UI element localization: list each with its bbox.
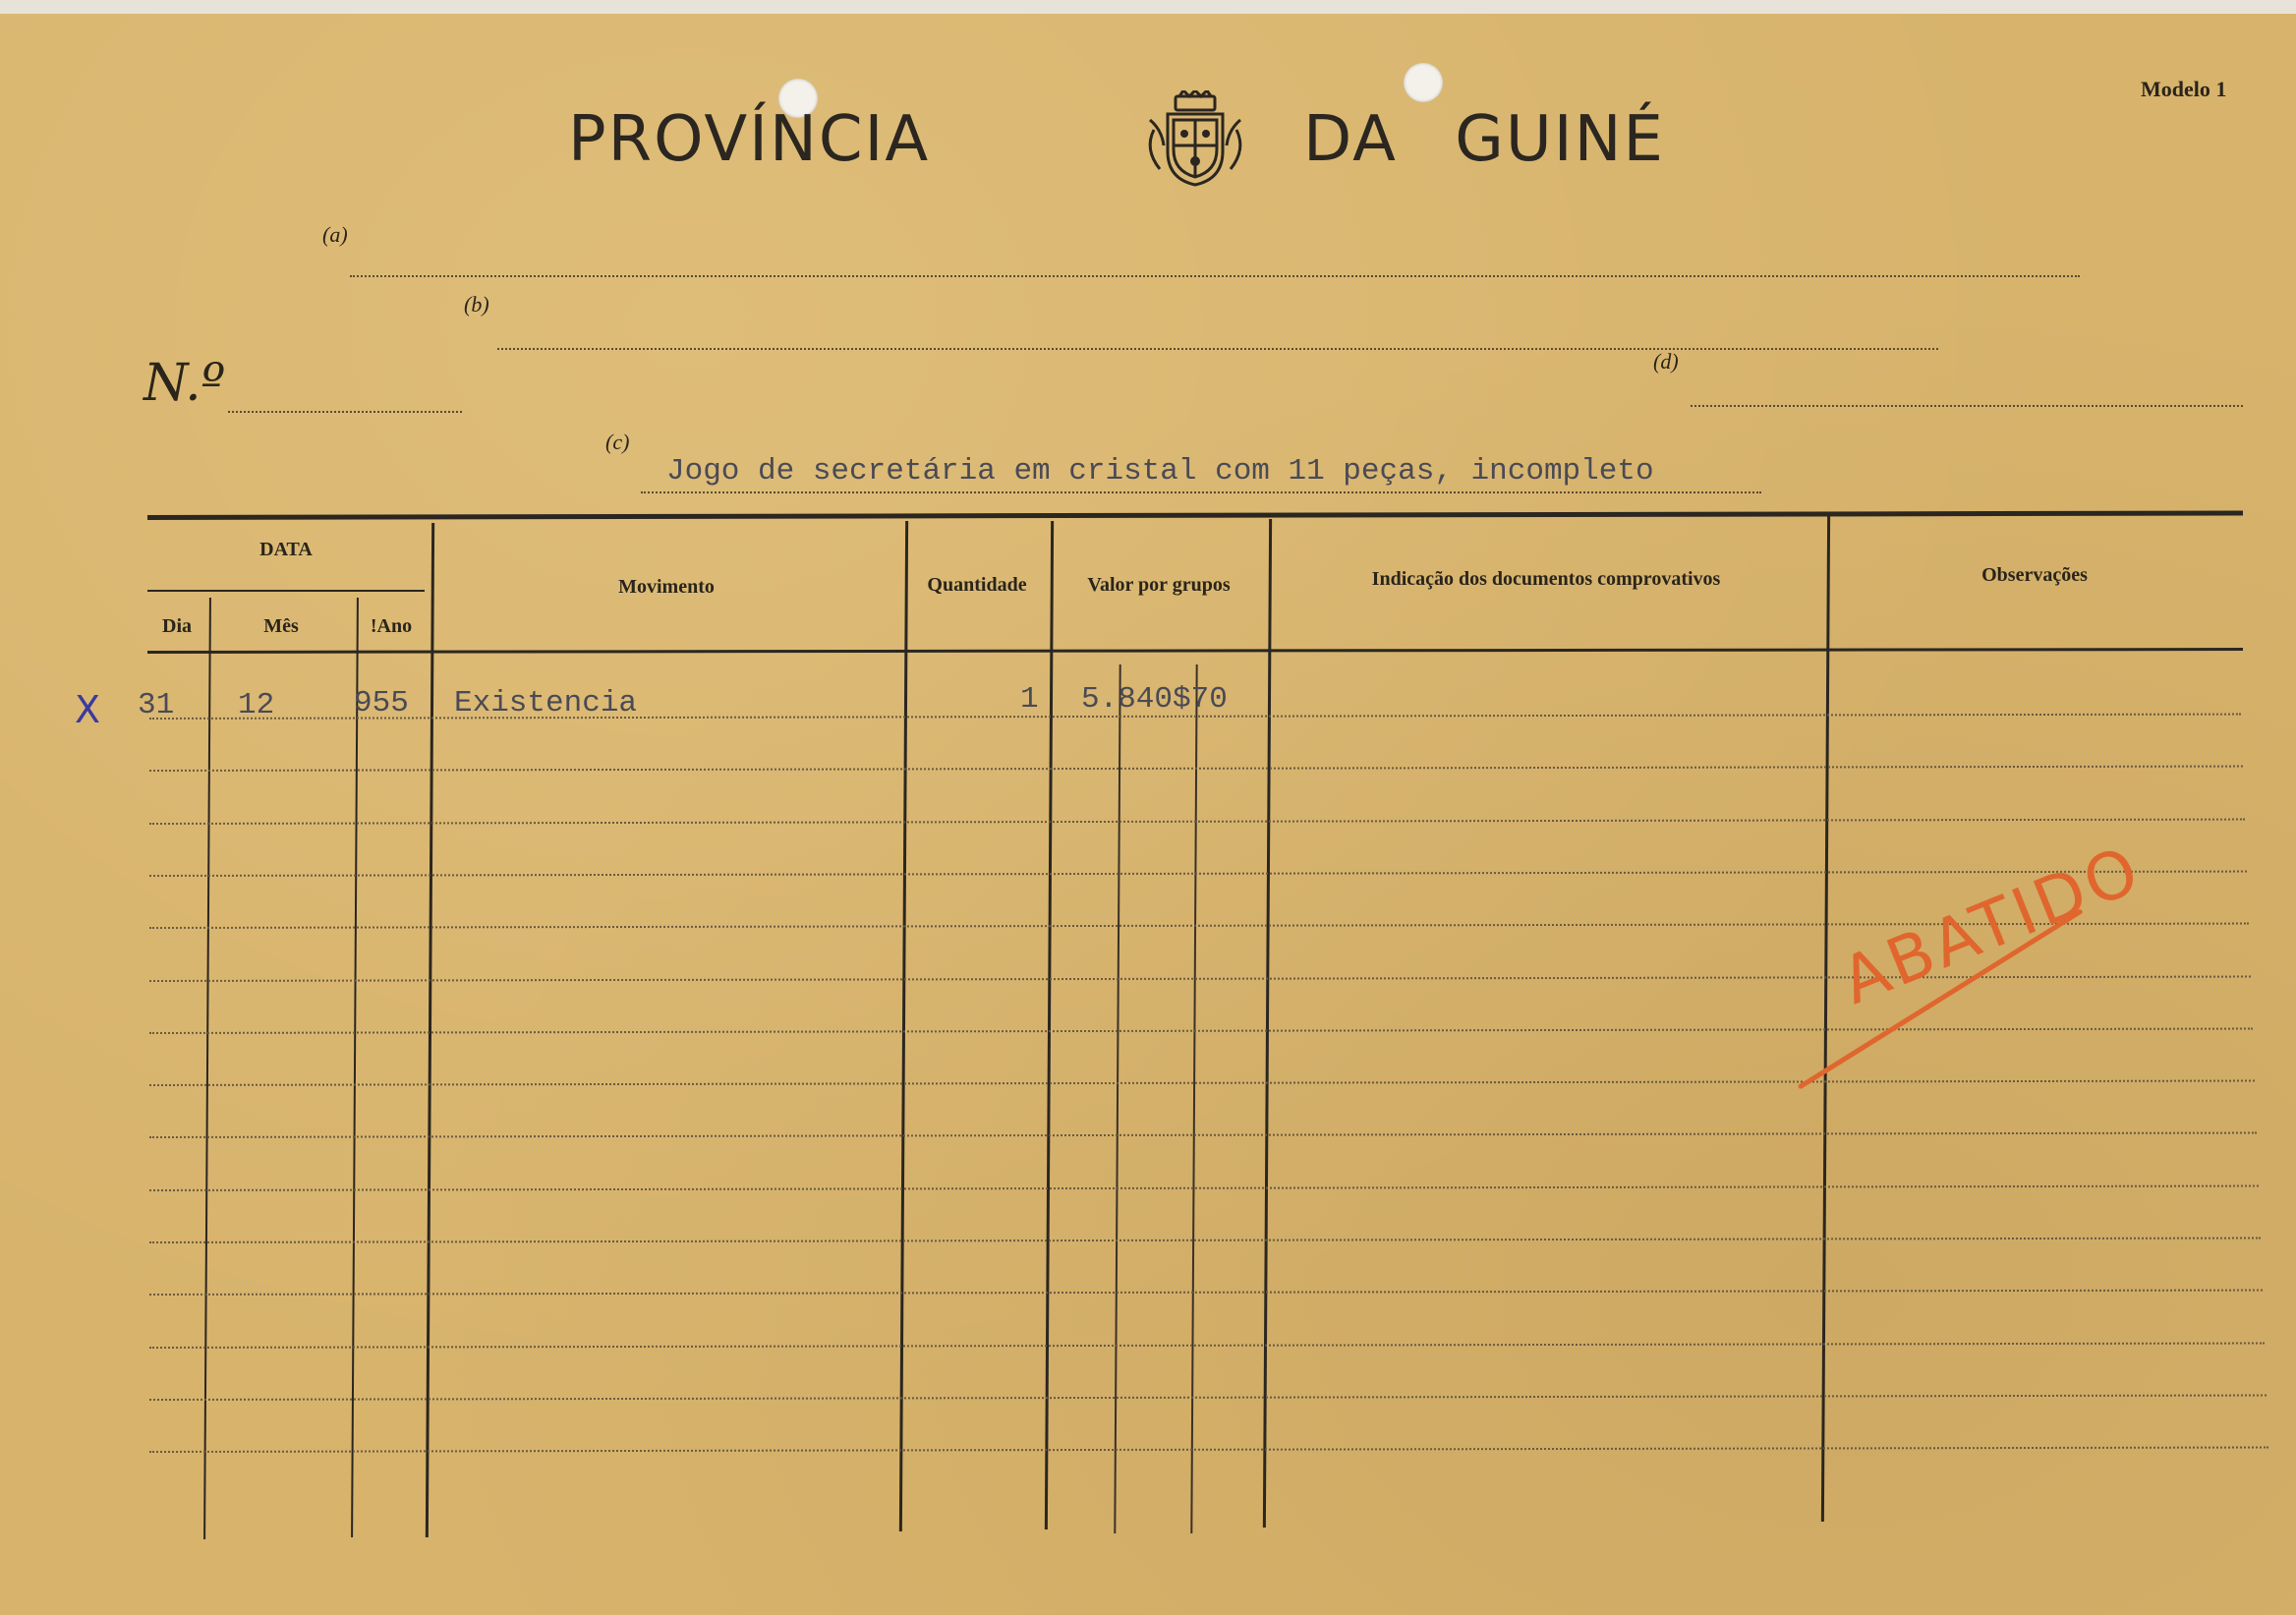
- col-divider-indicacao-observacoes: [1821, 513, 1830, 1522]
- field-d-line[interactable]: [1691, 405, 2243, 407]
- abatido-stamp: ABATIDO: [1831, 831, 2152, 1019]
- cell-quantidade: 1: [1020, 682, 1039, 717]
- col-divider-ano-movimento: [426, 523, 434, 1537]
- header-data: DATA: [259, 539, 313, 560]
- cell-ano: 955: [354, 686, 409, 721]
- table-header-rule: [147, 648, 2243, 654]
- header-dia: Dia: [162, 615, 192, 637]
- col-divider-movimento-quantidade: [899, 521, 908, 1531]
- valor-subdivider-2: [1190, 664, 1197, 1533]
- field-b-line[interactable]: [497, 348, 1938, 350]
- title-da-guine: DA GUINÉ: [1303, 103, 1665, 176]
- field-b-label: (b): [464, 292, 489, 317]
- field-d-label: (d): [1653, 349, 1679, 374]
- model-number: Modelo 1: [2141, 77, 2227, 101]
- row-rule: [149, 1238, 2261, 1243]
- punch-hole-right: [1404, 63, 1443, 102]
- field-a-line[interactable]: [350, 275, 2080, 277]
- numero-label: N.º: [144, 354, 226, 413]
- data-subheader-rule: [147, 590, 425, 592]
- check-mark: X: [75, 688, 101, 731]
- col-divider-quantidade-valor: [1045, 521, 1054, 1529]
- header-indicacao: Indicação dos documentos comprovativos: [1371, 568, 1721, 590]
- row-rule: [149, 1394, 2267, 1401]
- field-c-label: (c): [605, 430, 630, 454]
- header-quantidade: Quantidade: [927, 574, 1027, 596]
- header-mes: Mês: [263, 615, 299, 637]
- cell-mes: 12: [238, 688, 275, 722]
- header-movimento: Movimento: [618, 576, 715, 598]
- row-rule: [149, 1342, 2265, 1349]
- header-valor: Valor por grupos: [1087, 574, 1231, 596]
- row-rule: [149, 1080, 2255, 1086]
- title-provincia: PROVÍNCIA: [568, 103, 931, 176]
- cell-movimento: Existencia: [454, 686, 638, 721]
- row-rule: [149, 1185, 2259, 1191]
- col-divider-valor-indicacao: [1263, 519, 1272, 1528]
- header-observacoes: Observações: [1981, 564, 2088, 586]
- row-rule: [149, 1289, 2263, 1296]
- numero-line[interactable]: [228, 411, 462, 413]
- valor-subdivider-1: [1114, 664, 1120, 1533]
- field-c-value: Jogo de secretária em cristal com 11 peças, incompleto: [666, 454, 1654, 489]
- scan-edge: [0, 0, 2296, 14]
- row-rule: [149, 1132, 2257, 1138]
- field-a-label: (a): [322, 222, 348, 247]
- coat-of-arms-emblem: [1140, 90, 1250, 189]
- row-rule: [149, 1028, 2253, 1034]
- table-top-rule: [147, 511, 2243, 520]
- cell-valor: 5.840$70: [1081, 682, 1228, 717]
- header-ano: !Ano: [370, 615, 413, 637]
- cell-dia: 31: [138, 688, 175, 722]
- row-rule: [149, 819, 2245, 825]
- field-c-line[interactable]: [641, 491, 1761, 493]
- row-rule: [149, 1446, 2268, 1453]
- row-rule: [149, 871, 2247, 877]
- col-divider-mes-ano: [351, 598, 359, 1537]
